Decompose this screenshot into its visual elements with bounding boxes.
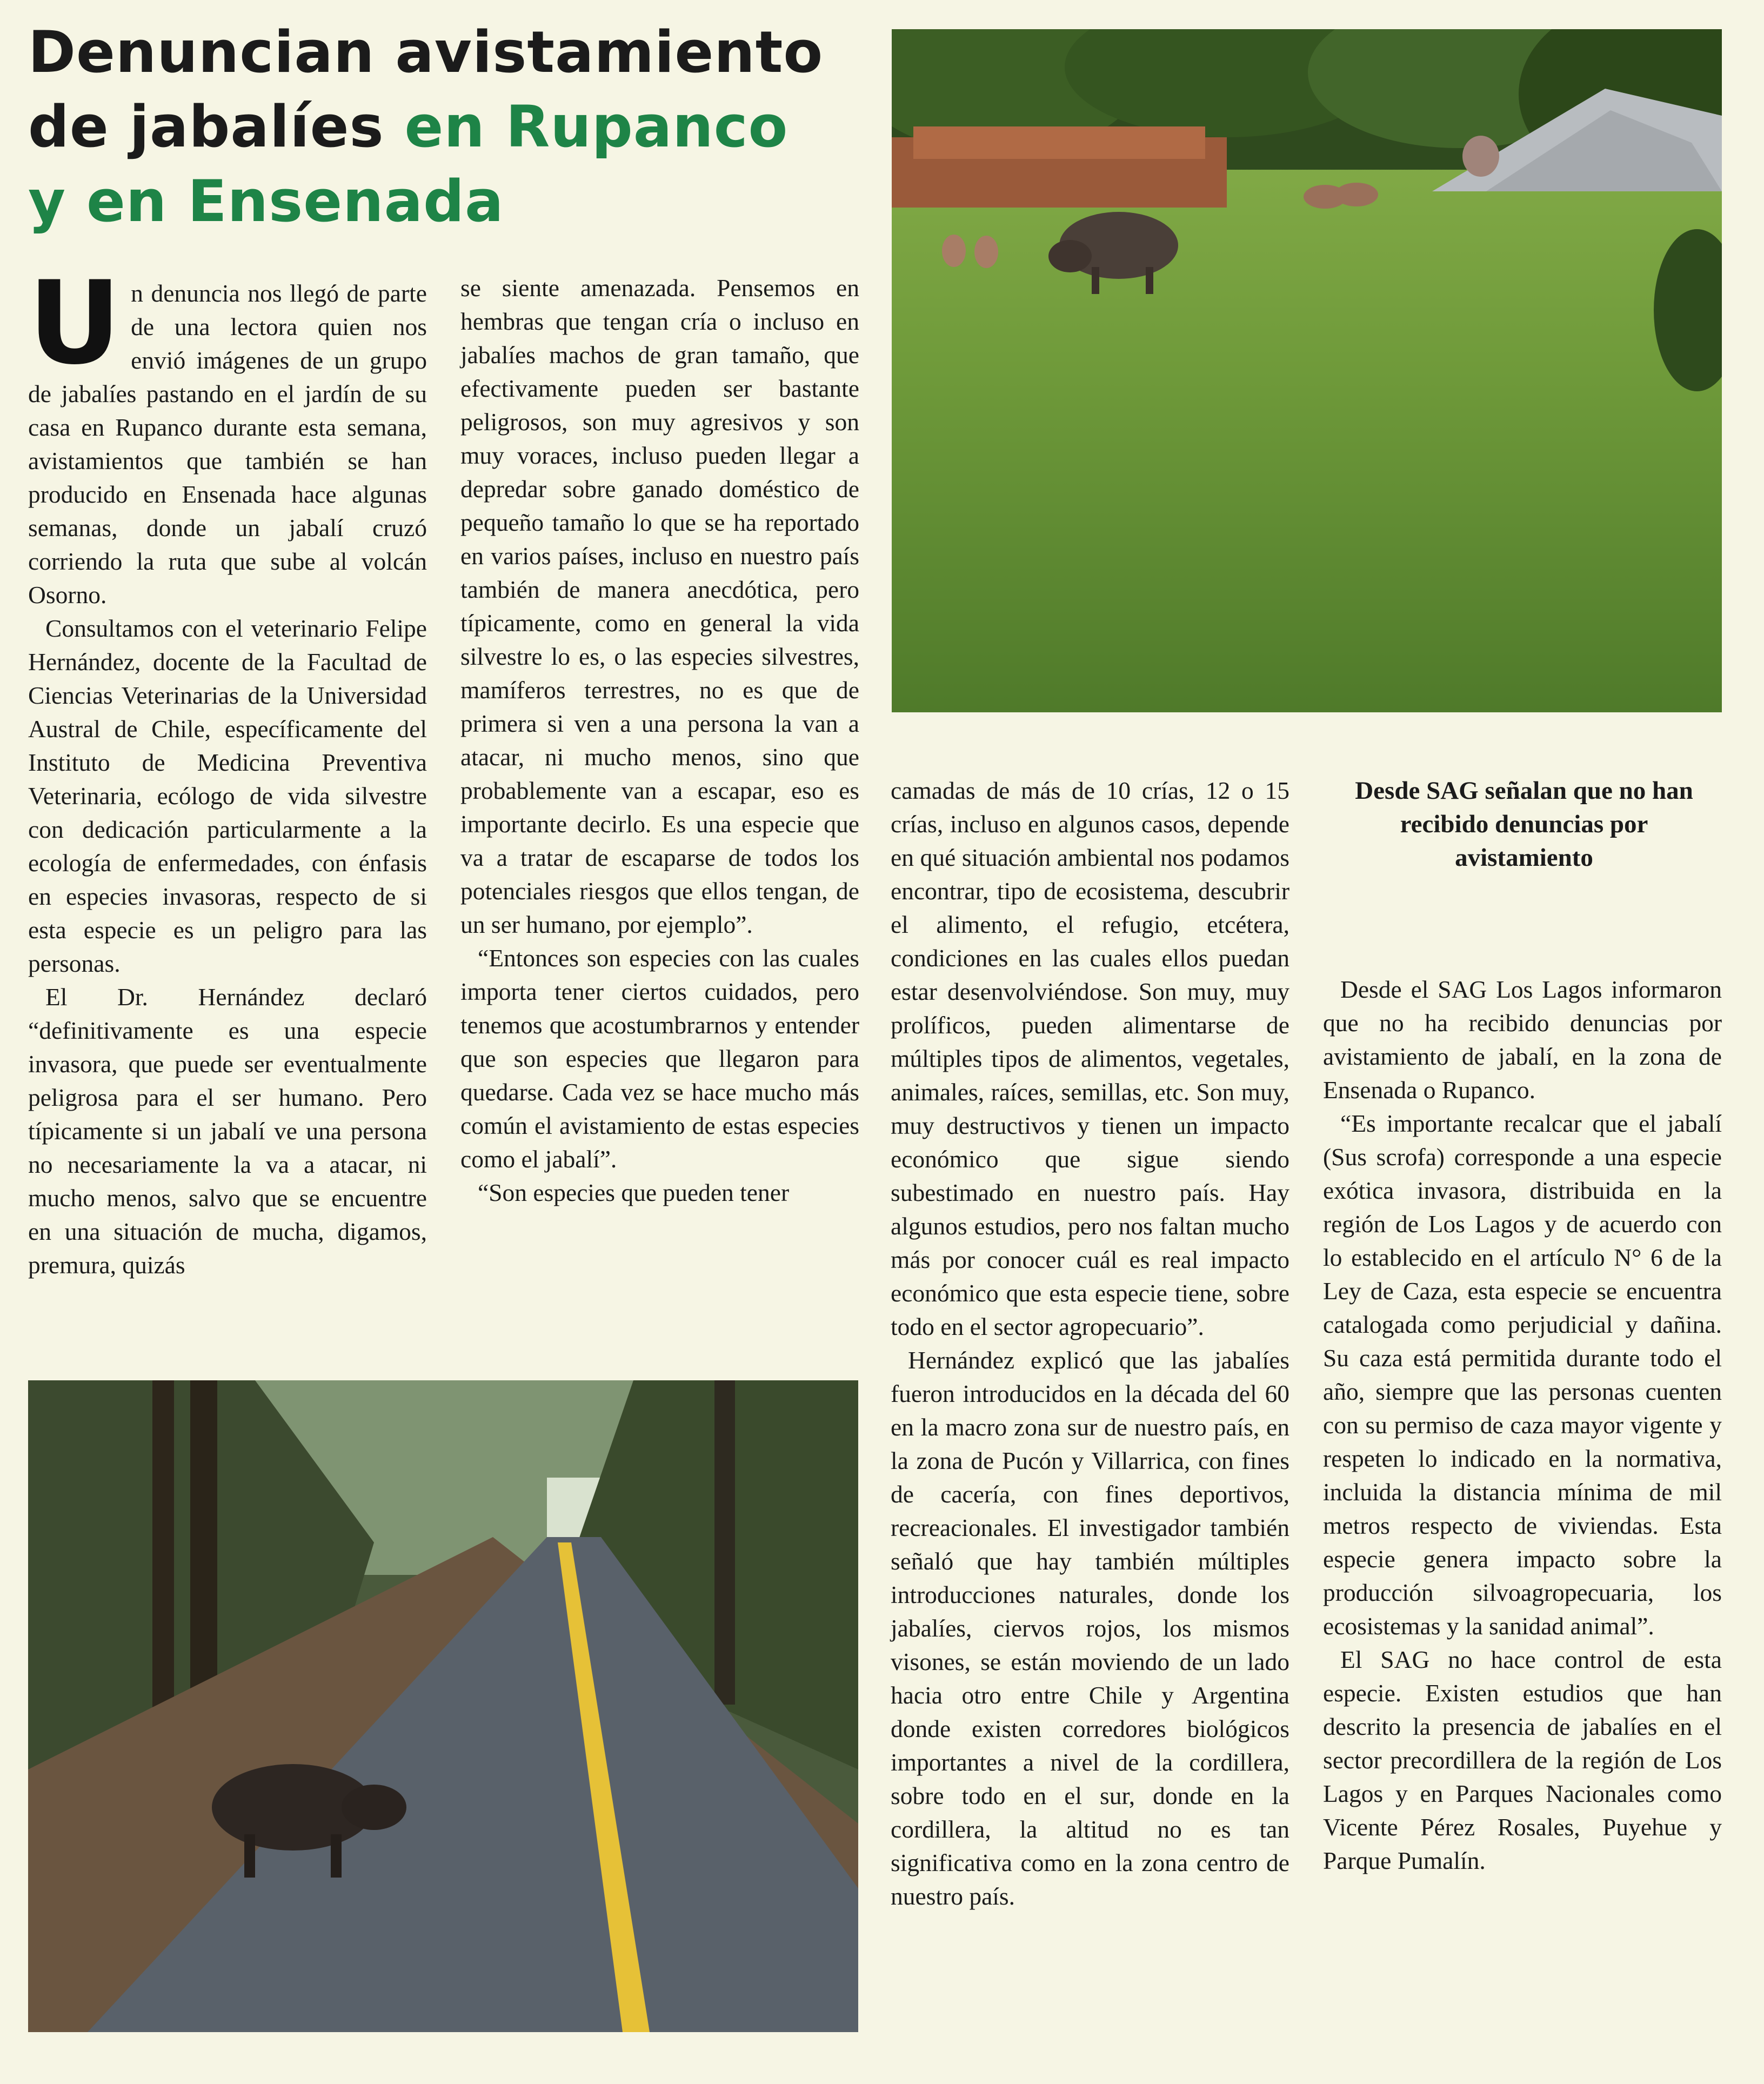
article-column-2 (460, 271, 859, 1339)
paragraph: “Es importante recalcar que el jabalí (Sus scrofa) corresponde a una especie exótica invasora, distribuida en la región de Los Lagos y de acuerdo con lo establecido en el artículo N° 6 de la Ley de Caza, esta especie se encuentra catalogada como perjudicial y dañina. Su caza está permitida durante todo el año, siempre que las personas cuenten con su permiso de caza mayor vigente y respeten lo indicado en la normativa, incluida la distancia mínima de mil metros respecto de viviendas. Esta especie genera impacto sobre la producción silvoagropecuaria, los ecosistemas y la sanidad animal”. (1323, 1110, 1722, 1640)
paragraph: Hernández explicó que las jabalíes fueron introducidos en la década del 60 en la macro zona sur de nuestro país, en la zona de Pucón y Villarrica, con fines de cacería, con fines deportivos, recreacionales. El investigador también señaló que hay también múltiples introducciones naturales, donde los jabalíes, ciervos rojos, los mismos visones, se están moviendo de un lado hacia otro entre Chile y Argentina donde existen corredores biológicos importantes a nivel de la cordillera, sobre todo en el sur, donde en la cordillera, la altitud no es tan significativa como en la zona centro de nuestro país. (891, 1346, 1289, 1910)
paragraph: camadas de más de 10 crías, 12 o 15 crías, incluso en algunos casos, depende en qué situación ambiental nos podamos encontrar, tipo de ecosistema, descubrir el alimento, el refugio, etcétera, condiciones en las cuales ellos puedan estar desenvolviéndose. Son muy, muy prolíficos, pueden alimentarse de múltiples tipos de alimentos, vegetales, animales, raíces, semillas, etc. Son muy, muy destructivos y tienen un impacto económico que sigue siendo subestimado en nuestro país. Hay algunos estudios, pero nos faltan mucho más por conocer cuál es real impacto económico que esta especie tiene, sobre todo en el sector agropecuario”. (891, 777, 1289, 1340)
article-column-1 (28, 256, 427, 1344)
photo-boars-on-lawn (892, 29, 1722, 712)
paragraph: Consultamos con el veterinario Felipe Hernández, docente de la Facultad de Ciencias Veterinarias de la Universidad Austral de Chile, específicamente del Instituto de Medicina Preventiva Veterinaria, ecólogo de vida silvestre con dedicación particularmente a la ecología de enfermedades, con énfasis en especies invasoras, respecto de si esta especie es un peligro para las personas. (28, 614, 427, 977)
headline-line1: Denuncian avistamiento (28, 19, 824, 85)
article-column-3 (891, 774, 1289, 2076)
article-column-4 (1323, 973, 1722, 2075)
road-photo-illustration (28, 1380, 858, 2032)
paragraph: “Son especies que pueden tener (478, 1179, 790, 1206)
subheading: Desde SAG señalan que no han recibido denuncias por avistamiento (1355, 777, 1693, 872)
photo-boar-crossing-road (28, 1380, 858, 2032)
drop-cap: U (28, 256, 122, 390)
paragraph: El SAG no hace control de esta especie. Existen estudios que han descrito la presencia de jabalíes en el sector precordillera de la región de Los Lagos y en Parques Nacionales como Vicente Pérez Rosales, Puyehue y Parque Pumalín. (1323, 1646, 1722, 1874)
paragraph: El Dr. Hernández declaró “definitivamente es una especie invasora, que puede ser eventualmente peligrosa para el ser humano. Pero típicamente si un jabalí ve una persona no necesariamente la va a atacar, ni mucho menos, salvo que se encuentre en una situación de mucha, digamos, premura, quizás (28, 983, 427, 1279)
headline-line2-black: de jabalíes (28, 93, 405, 160)
paragraph: se siente amenazada. Pensemos en hembras que tengan cría o incluso en jabalíes machos de gran tamaño, que efectivamente pueden ser bastante peligrosos, son muy agresivos y son muy voraces, incluso pueden llegar a depredar sobre ganado doméstico de pequeño tamaño lo que se ha reportado en varios países, incluso en nuestro país también de manera anecdótica, pero típicamente, como en general la vida silvestre lo es, o las especies silvestres, mamíferos terrestres, no es que de primera si ven a una persona la van a atacar, ni mucho menos, sino que probablemente van a escapar, eso es importante decirlo. Es una especie que va a tratar de escaparse de todos los potenciales riesgos que ellos tengan, de un ser humano, por ejemplo”. (460, 274, 859, 938)
paragraph: Desde el SAG Los Lagos informaron que no ha recibido denuncias por avistamiento de jabalí, en la zona de Ensenada o Rupanco. (1323, 976, 1722, 1104)
paragraph: n denuncia nos llegó de parte de una lectora quien nos envió imágenes de un grupo de jabalíes pastando en el jardín de su casa en Rupanco durante esta semana, avistamientos que también se han producido en Ensenada hace algunas semanas, donde un jabalí cruzó corriendo la ruta que sube al volcán Osorno. (28, 279, 427, 609)
paragraph: “Entonces son especies con las cuales importa tener ciertos cuidados, pero tenemos que acostumbrarnos y entender que son especies que llegaron para quedarse. Cada vez se hace mucho más común el avistamiento de estas especies como el jabalí”. (460, 944, 859, 1173)
boars-photo-illustration (892, 29, 1722, 712)
headline (28, 15, 871, 239)
headline-line3-green: y en Ensenada (28, 168, 504, 235)
headline-line2-green: en Rupanco (404, 93, 789, 160)
